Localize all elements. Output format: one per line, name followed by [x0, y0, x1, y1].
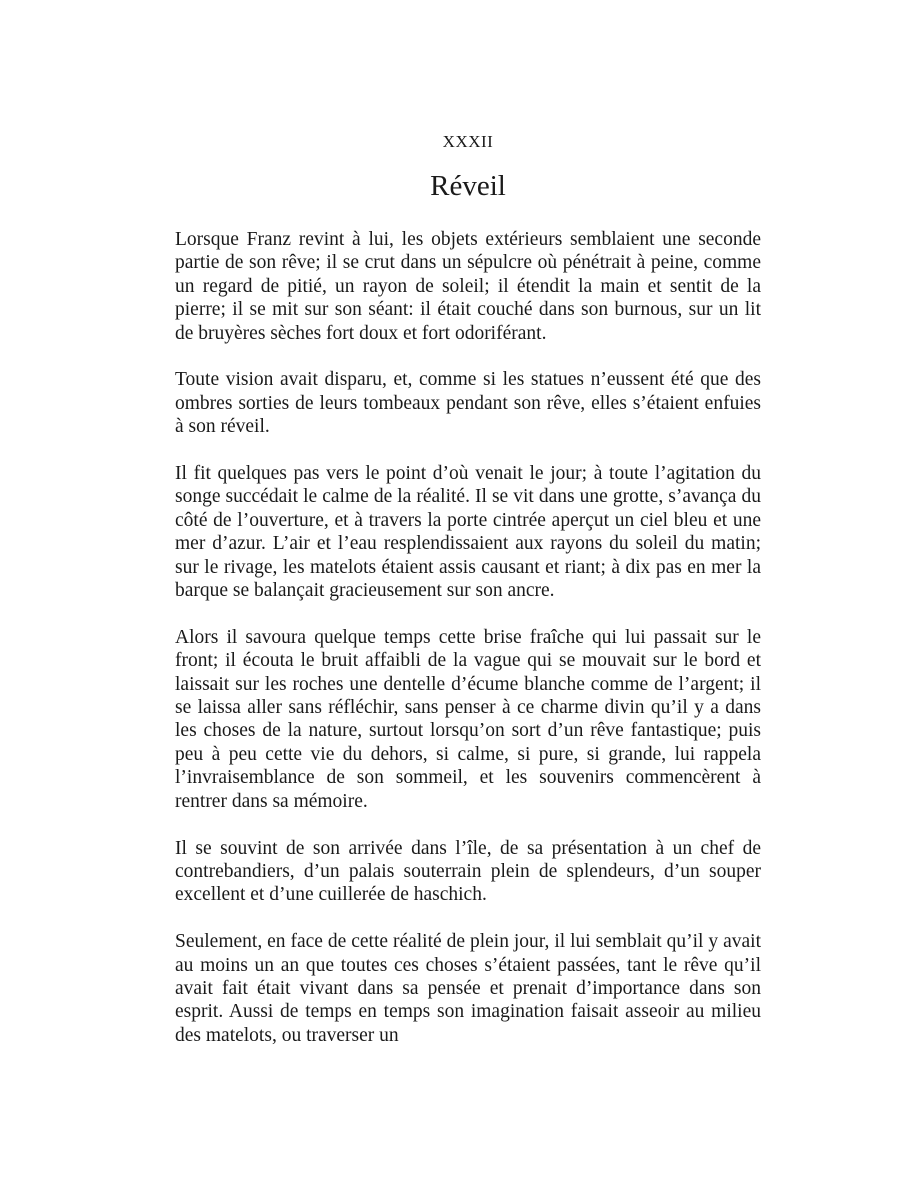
chapter-title: Réveil	[430, 170, 506, 202]
paragraph-4: Alors il savoura quelque temps cette brise fraîche qui lui passait sur le front; il écouta le bruit affaibli de la vague qui se mouvait sur le bord et laissait sur les roches une dentelle d’écume blanche comme de l’argent; il se laissa aller sans réfléchir, sans penser à ce charme divin qu’il y a dans les choses de la nature, surtout lorsqu’on sort d’un rêve fantastique; puis peu à peu cette vie du dehors, si calme, si pure, si grande, lui rappela l’invraisemblance de son sommeil, et les souvenirs commencèrent à rentrer dans sa mémoire.	[175, 626, 761, 812]
paragraph-6: Seulement, en face de cette réalité de plein jour, il lui semblait qu’il y avait au moins un an que toutes ces choses s’étaient passées, tant le rêve qu’il avait fait était vivant dans sa pensée et prenait d’importance dans son esprit. Aussi de temps en temps son imagination faisait asseoir au milieu des matelots, ou traverser un	[175, 931, 761, 1046]
paragraph-3: Il fit quelques pas vers le point d’où venait le jour; à toute l’agitation du songe succédait le calme de la réalité. Il se vit dans une grotte, s’avança du côté de l’ouverture, et à travers la porte cintrée aperçut un ciel bleu et une mer d’azur. L’air et l’eau resplendissaient aux rayons du soleil du matin; sur le rivage, les matelots étaient assis causant et riant; à dix pas en mer la barque se balançait gracieusement sur son ancre.	[175, 463, 761, 602]
paragraph-5: Il se souvint de son arrivée dans l’île, de sa présentation à un chef de contrebandiers, d’un palais souterrain plein de splendeurs, d’un souper excellent et d’une cuillerée de haschich.	[175, 837, 761, 906]
paragraph-1: Lorsque Franz revint à lui, les objets extérieurs semblaient une seconde partie de son rêve; il se crut dans un sépulcre où pénétrait à peine, comme un regard de pitié, un rayon de soleil; il étendit la main et sentit de la pierre; il se mit sur son séant: il était couché dans son burnous, sur un lit de bruyères sèches fort doux et fort odoriférant.	[175, 229, 761, 344]
chapter-body	[175, 228, 761, 1071]
paragraph-2: Toute vision avait disparu, et, comme si les statues n’eussent été que des ombres sorties de leurs tombeaux pendant son rêve, elles s’étaient enfuies à son réveil.	[175, 369, 761, 438]
chapter-number: XXXII	[442, 132, 494, 151]
